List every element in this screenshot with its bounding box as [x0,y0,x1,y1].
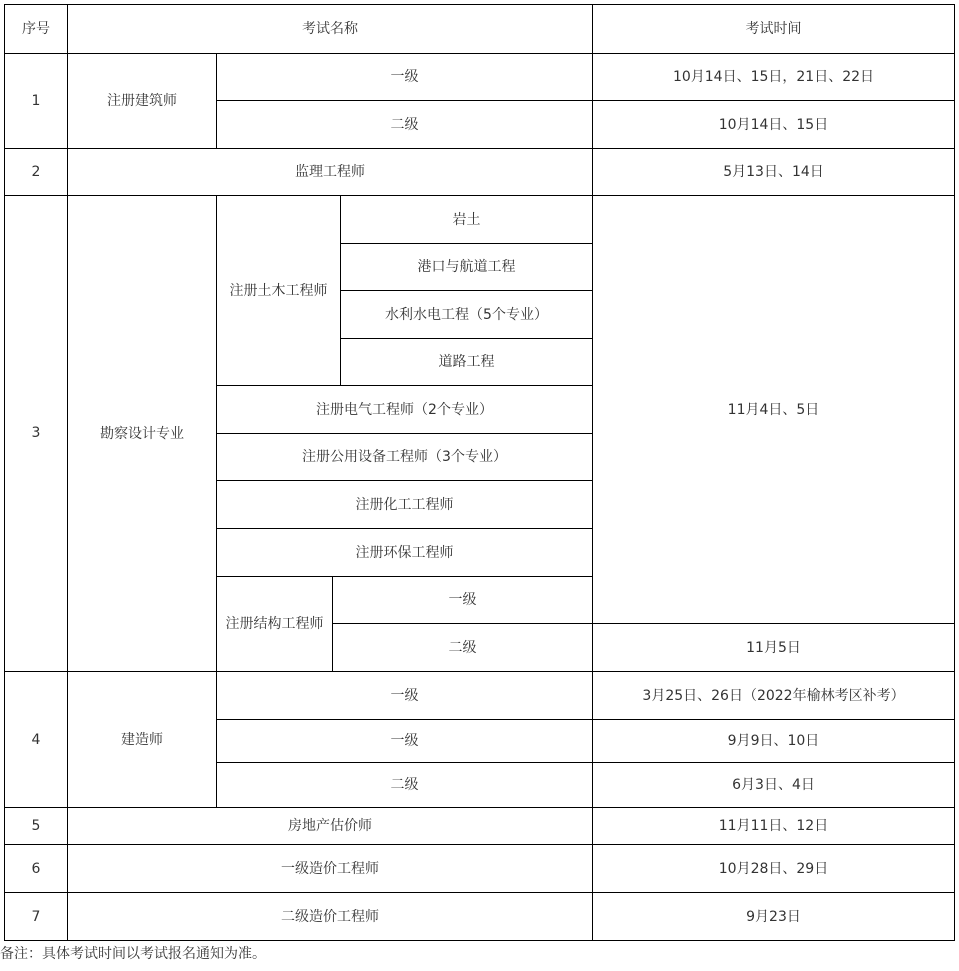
row2-time: 5月13日、14日 [592,148,955,195]
row3-structural: 注册结构工程师 [216,576,332,671]
row1-index: 1 [4,53,67,148]
row6-name: 一级造价工程师 [67,844,592,892]
row7-time: 9月23日 [592,892,955,941]
row4-time: 9月9日、10日 [592,719,955,762]
row3-civil-item: 水利水电工程（5个专业） [340,290,592,338]
row3-civil-engineer: 注册土木工程师 [216,195,340,385]
header-time: 考试时间 [592,4,955,53]
row4-level: 二级 [216,762,592,807]
row1-level2-time: 10月14日、15日 [592,100,955,148]
row3-structural-level1: 一级 [332,576,592,623]
row3-civil-item: 岩土 [340,195,592,243]
row4-level: 一级 [216,719,592,762]
row7-name: 二级造价工程师 [67,892,592,941]
row3-environmental: 注册环保工程师 [216,528,592,576]
row3-category: 勘察设计专业 [67,195,216,671]
row3-structural-level2: 二级 [332,623,592,671]
row3-index: 3 [4,195,67,671]
row4-time: 3月25日、26日（2022年榆林考区补考） [592,671,955,719]
row1-level2: 二级 [216,100,592,148]
row5-name: 房地产估价师 [67,807,592,844]
row3-chemical: 注册化工工程师 [216,480,592,528]
row4-category: 建造师 [67,671,216,807]
row4-time: 6月3日、4日 [592,762,955,807]
row7-index: 7 [4,892,67,941]
row6-index: 6 [4,844,67,892]
row3-utilities: 注册公用设备工程师（3个专业） [216,433,592,480]
row1-level1: 一级 [216,53,592,100]
row4-index: 4 [4,671,67,807]
row3-main-time: 11月4日、5日 [592,195,955,623]
row3-civil-item: 港口与航道工程 [340,243,592,290]
row3-structural-level2-time: 11月5日 [592,623,955,671]
row2-index: 2 [4,148,67,195]
row1-category: 注册建筑师 [67,53,216,148]
row5-index: 5 [4,807,67,844]
row2-name: 监理工程师 [67,148,592,195]
footnote: 备注：具体考试时间以考试报名通知为准。 [0,946,266,962]
header-name: 考试名称 [67,4,592,53]
row3-electrical: 注册电气工程师（2个专业） [216,385,592,433]
header-index: 序号 [4,4,67,53]
row3-civil-item: 道路工程 [340,338,592,385]
row5-time: 11月11日、12日 [592,807,955,844]
row1-level1-time: 10月14日、15日，21日、22日 [592,53,955,100]
row6-time: 10月28日、29日 [592,844,955,892]
row4-level: 一级 [216,671,592,719]
